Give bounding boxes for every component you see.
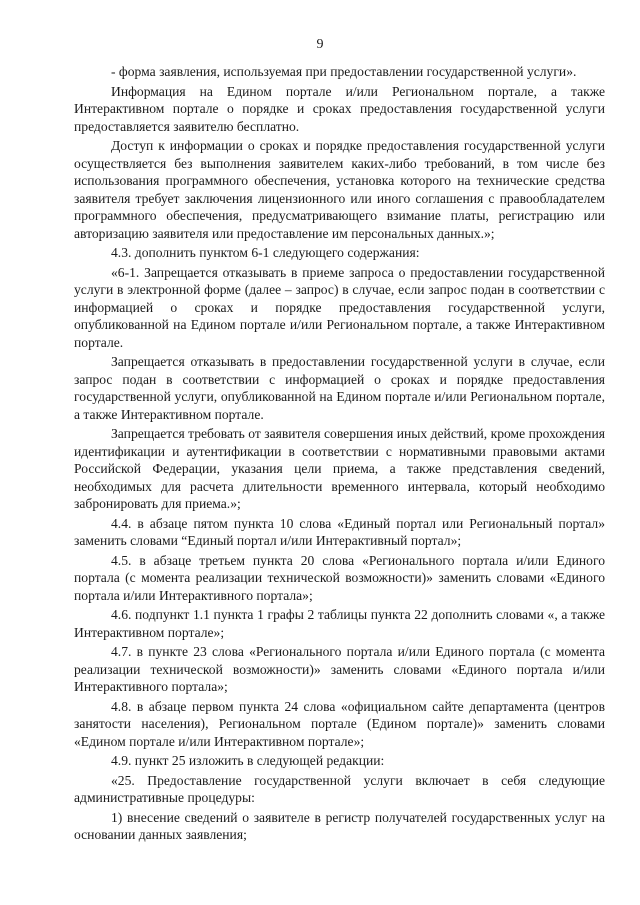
- page-number: 9: [316, 37, 324, 52]
- paragraph-access-info: Доступ к информации о сроках и порядке предоставления государственной услуги осуществляется без выполнения заявителем каких-либо требований, в том числе без использования программного обеспечения, установка которого на технические средства заявителя требует заключения лицензионного или иного соглашения с правообладателем программного обеспечения, предусматривающего взимание платы, регистрацию или авторизацию заявителя или предоставление им персональных данных.»;: [74, 138, 605, 241]
- paragraph-4-6: 4.6. подпункт 1.1 пункта 1 графы 2 таблицы пункта 22 дополнить словами «, а также Интерактивном портале»;: [74, 607, 605, 640]
- paragraph-form-item: - форма заявления, используемая при предоставлении государственной услуги».: [111, 64, 577, 79]
- paragraph-25-item-1: 1) внесение сведений о заявителе в регистр получателей государственных услуг на основании данных заявления;: [74, 809, 605, 842]
- paragraph-4-9: 4.9. пункт 25 изложить в следующей редакции:: [111, 753, 385, 768]
- document-body: [74, 63, 605, 844]
- paragraph-4-3: 4.3. дополнить пунктом 6-1 следующего содержания:: [111, 245, 420, 260]
- paragraph-free-info: Информация на Едином портале и/или Региональном портале, а также Интерактивном портале о порядке и сроках предоставления государственной услуги предоставляется заявителю бесплатно.: [74, 83, 605, 134]
- paragraph-25: «25. Предоставление государственной услуги включает в себя следующие административные процедуры:: [74, 772, 605, 805]
- paragraph-4-5: 4.5. в абзаце третьем пункта 20 слова «Регионального портала и/или Единого портала (с момента реализации технической возможности)» заменить словами «Единого портала и/или Интерактивного портала»;: [74, 552, 605, 603]
- paragraph-4-4: 4.4. в абзаце пятом пункта 10 слова «Единый портал или Региональный портал» заменить словами “Единый портал и/или Интерактивный портал»;: [74, 515, 605, 548]
- paragraph-4-7: 4.7. в пункте 23 слова «Регионального портала и/или Единого портала (с момента реализации технической возможности)» заменить словами «Единого портала и/или Интерактивного портала»;: [74, 644, 605, 694]
- paragraph-requirement-prohibited: Запрещается требовать от заявителя совершения иных действий, кроме прохождения идентификации и аутентификации в соответствии с нормативными правовыми актами Российской Федерации, указания цели приема, а также представления сведений, необходимых для расчета длительности временного интервала, который необходимо забронировать для приема.»;: [74, 426, 605, 511]
- paragraph-refusal-prohibited: Запрещается отказывать в предоставлении государственной услуги в случае, если запрос подан в соответствии с информацией о сроках и порядке предоставления государственной услуги, опубликованной на Едином портале и/или Региональном портале, а также Интерактивном портале.: [74, 354, 605, 422]
- paragraph-6-1: «6-1. Запрещается отказывать в приеме запроса о предоставлении государственной услуги в электронной форме (далее – запрос) в случае, если запрос подан в соответствии с информацией о сроках и порядке предоставления государственной услуги, опубликованной на Едином портале и/или Региональном портале, а также Интерактивном портале.: [74, 264, 605, 350]
- paragraph-4-8: 4.8. в абзаце первом пункта 24 слова «официальном сайте департамента (центров занятости населения), Региональном портале (Едином портале)» заменить словами «Едином портале и/или Интерактивном портале»;: [74, 698, 605, 749]
